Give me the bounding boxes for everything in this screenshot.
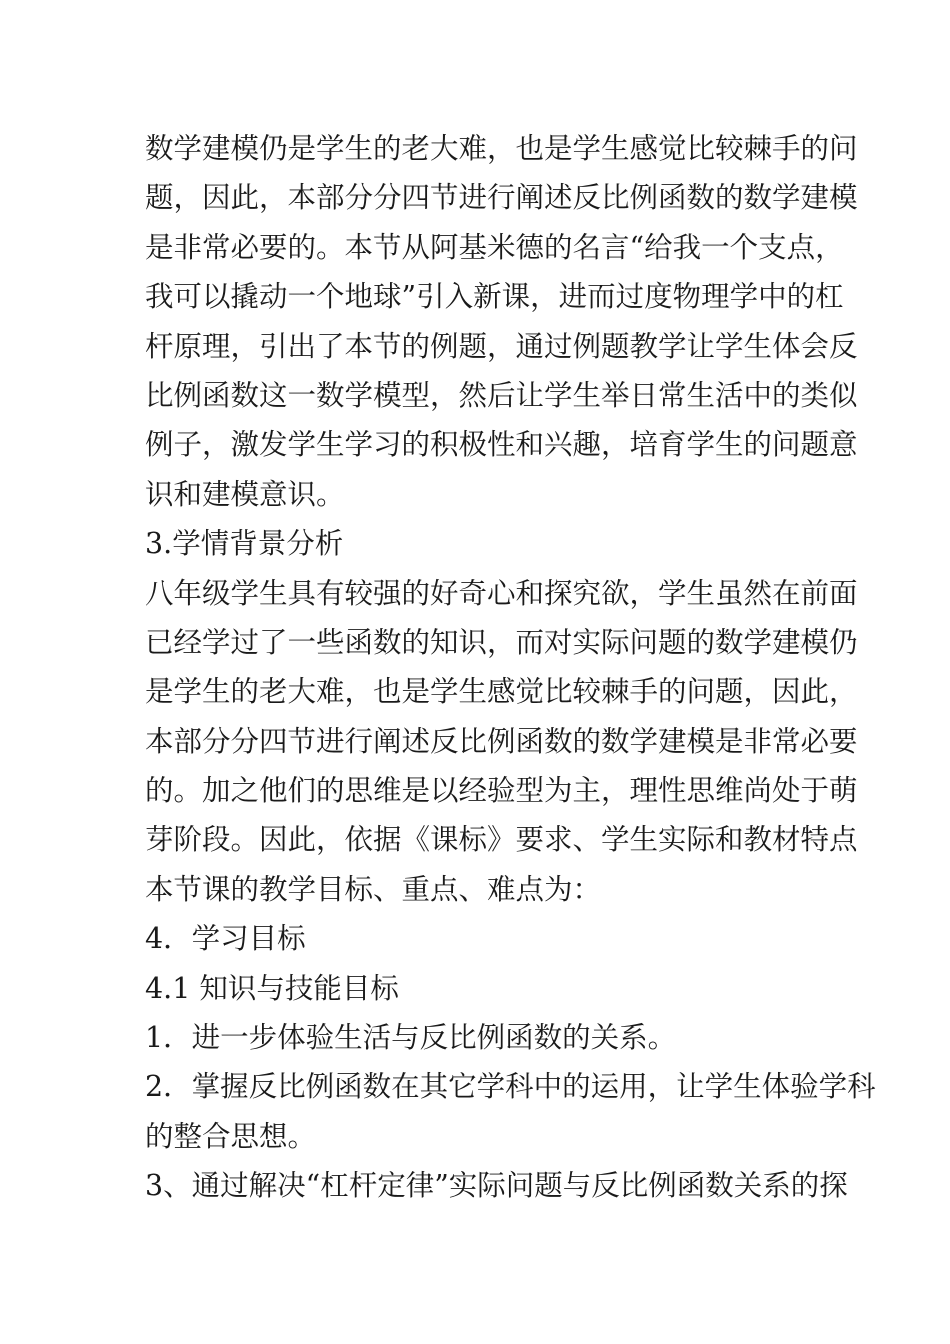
text-line: 本部分分四节进行阐述反比例函数的数学建模是非常必要 <box>145 724 858 758</box>
text-line: 是非常必要的。本节从阿基米德的名言“给我一个支点， <box>145 230 844 264</box>
text-line: 的整合思想。 <box>145 1119 317 1153</box>
text-line: 题，因此，本部分分四节进行阐述反比例函数的数学建模 <box>145 181 858 215</box>
section-heading: 3.学情背景分析 <box>145 527 344 561</box>
text-line: 我可以撬动一个地球”引入新课，进而过度物理学中的杠 <box>145 280 844 314</box>
text-line: 本节课的教学目标、重点、难点为： <box>145 872 602 906</box>
text-line: 八年级学生具有较强的好奇心和探究欲，学生虽然在前面 <box>145 576 858 610</box>
section-heading: 4．学习目标 <box>145 922 306 956</box>
text-line: 例子，激发学生学习的积极性和兴趣，培育学生的问题意 <box>145 428 858 462</box>
body-text <box>145 124 876 1211</box>
subsection-heading: 4.1 知识与技能目标 <box>145 971 399 1005</box>
text-line: 识和建模意识。 <box>145 477 345 511</box>
text-line: 比例函数这一数学模型，然后让学生举日常生活中的类似 <box>145 378 858 412</box>
list-item: 1．进一步体验生活与反比例函数的关系。 <box>145 1021 677 1055</box>
text-line: 数学建模仍是学生的老大难，也是学生感觉比较棘手的问 <box>145 132 858 165</box>
text-line: 已经学过了一些函数的知识，而对实际问题的数学建模仍 <box>145 625 858 659</box>
list-item: 3、通过解决“杠杆定律”实际问题与反比例函数关系的探 <box>145 1169 848 1203</box>
list-item: 2．掌握反比例函数在其它学科中的运用，让学生体验学科 <box>145 1070 876 1104</box>
text-line: 是学生的老大难，也是学生感觉比较棘手的问题，因此， <box>145 675 858 709</box>
text-line: 杆原理，引出了本节的例题，通过例题教学让学生体会反 <box>145 329 858 363</box>
text-line: 芽阶段。因此，依据《课标》要求、学生实际和教材特点 <box>145 823 858 857</box>
text-line: 的。加之他们的思维是以经验型为主，理性思维尚处于萌 <box>145 774 858 808</box>
